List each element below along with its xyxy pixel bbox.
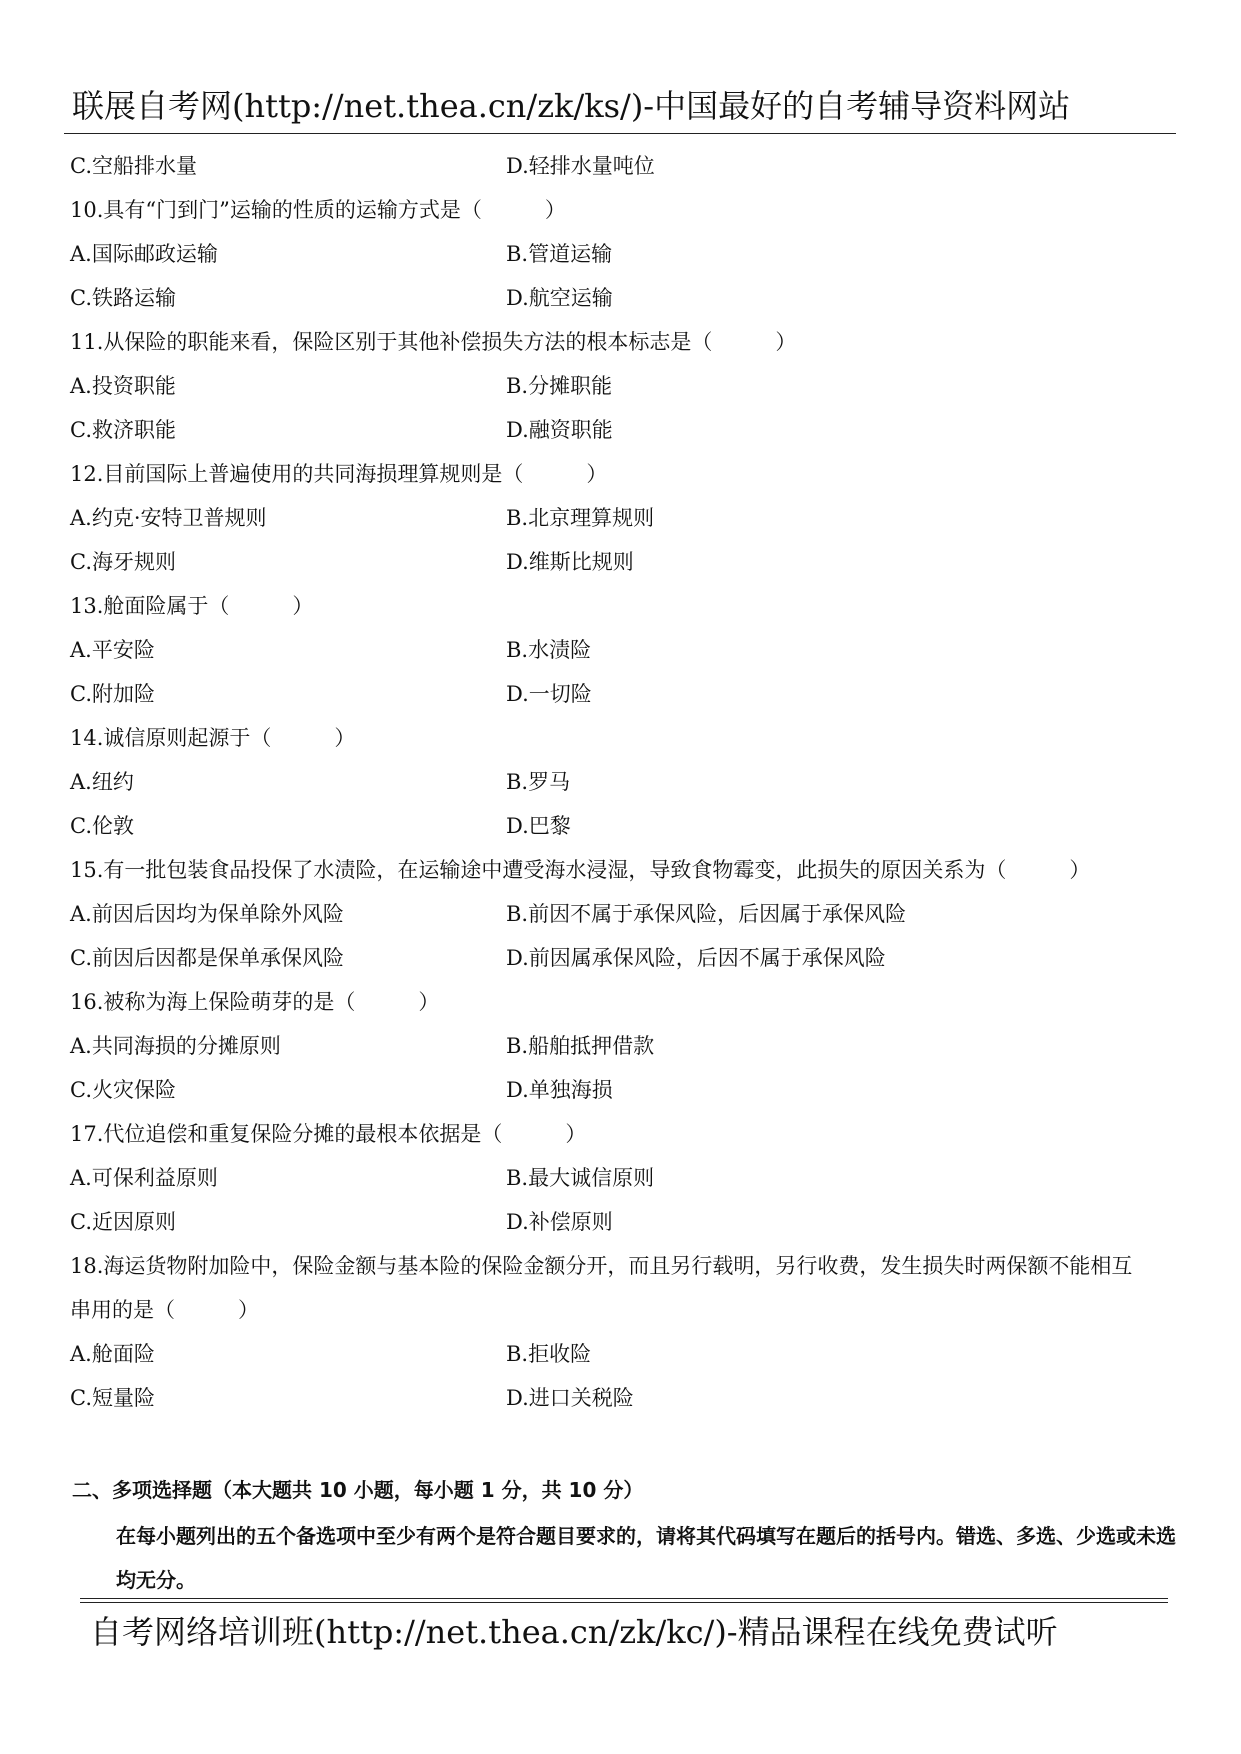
page-footer: 自考网络培训班(http://net.thea.cn/zk/kc/)-精品课程在线免费试听 [90, 1613, 1058, 1651]
option-right: D.进口关税险 [506, 1386, 634, 1410]
text-line [70, 498, 1180, 542]
option-right: B.管道运输 [506, 242, 613, 266]
option-left: A.前因后因均为保单除外风险 [70, 902, 344, 926]
option-right: B.水渍险 [506, 638, 592, 662]
text-line [70, 190, 1180, 234]
option-left: A.可保利益原则 [70, 1166, 218, 1190]
option-right: B.分摊职能 [506, 374, 613, 398]
text-line [70, 410, 1180, 454]
section-instruction: 在每小题列出的五个备选项中至少有两个是符合题目要求的，请将其代码填写在题后的括号内。错选、多选、少选或未选均无分。 [116, 1524, 1176, 1592]
text-line [70, 894, 1180, 938]
text-line [70, 1158, 1180, 1202]
section-title: 二、多项选择题（本大题共 10 小题，每小题 1 分，共 10 分） [72, 1478, 644, 1502]
option-right: D.一切险 [506, 682, 592, 706]
option-right: B.最大诚信原则 [506, 1166, 655, 1190]
question-text: 17.代位追偿和重复保险分摊的最根本依据是（ ） [70, 1122, 587, 1146]
text-line [70, 1246, 1180, 1290]
option-right: B.船舶抵押借款 [506, 1034, 655, 1058]
option-left: C.近因原则 [70, 1210, 176, 1234]
option-left: A.舱面险 [70, 1342, 155, 1366]
option-right: D.轻排水量吨位 [506, 154, 655, 178]
option-left: C.铁路运输 [70, 286, 176, 310]
question-text: 串用的是（ ） [70, 1298, 259, 1322]
text-line [70, 1334, 1180, 1378]
option-right: B.罗马 [506, 770, 571, 794]
text-line [70, 762, 1180, 806]
text-line [70, 234, 1180, 278]
option-left: A.国际邮政运输 [70, 242, 218, 266]
section-multiple-choice [72, 1470, 1182, 1602]
text-line [70, 322, 1180, 366]
option-right: D.融资职能 [506, 418, 613, 442]
question-text: 18.海运货物附加险中，保险金额与基本险的保险金额分开，而且另行载明，另行收费，发生损失时两保额不能相互 [70, 1254, 1133, 1278]
footer-divider [80, 1598, 1168, 1603]
option-left: C.海牙规则 [70, 550, 176, 574]
option-left: C.空船排水量 [70, 154, 197, 178]
question-text: 12.目前国际上普遍使用的共同海损理算规则是（ ） [70, 462, 608, 486]
text-line [70, 1378, 1180, 1422]
option-left: A.共同海损的分摊原则 [70, 1034, 281, 1058]
text-line [70, 454, 1180, 498]
option-left: C.伦敦 [70, 814, 134, 838]
option-left: A.纽约 [70, 770, 134, 794]
option-right: D.单独海损 [506, 1078, 613, 1102]
text-line [70, 630, 1180, 674]
option-left: C.救济职能 [70, 418, 176, 442]
text-line [70, 1202, 1180, 1246]
option-right: B.拒收险 [506, 1342, 592, 1366]
question-list [70, 146, 1180, 1422]
text-line [70, 982, 1180, 1026]
text-line [70, 366, 1180, 410]
option-left: C.火灾保险 [70, 1078, 176, 1102]
header-divider [64, 133, 1176, 134]
text-line [70, 1070, 1180, 1114]
text-line [70, 542, 1180, 586]
question-text: 13.舱面险属于（ ） [70, 594, 314, 618]
option-right: B.前因不属于承保风险，后因属于承保风险 [506, 902, 907, 926]
option-left: C.短量险 [70, 1386, 155, 1410]
text-line [70, 278, 1180, 322]
text-line [70, 1290, 1180, 1334]
option-left: C.前因后因都是保单承保风险 [70, 946, 344, 970]
page-header: 联展自考网(http://net.thea.cn/zk/ks/)-中国最好的自考辅导资料网站 [72, 87, 1071, 125]
option-right: D.航空运输 [506, 286, 613, 310]
option-right: D.前因属承保风险，后因不属于承保风险 [506, 946, 886, 970]
option-left: A.平安险 [70, 638, 155, 662]
question-text: 10.具有“门到门”运输的性质的运输方式是（ ） [70, 198, 566, 222]
text-line [70, 718, 1180, 762]
option-right: D.巴黎 [506, 814, 571, 838]
text-line [70, 586, 1180, 630]
text-line [70, 674, 1180, 718]
text-line [70, 850, 1180, 894]
text-line [70, 1114, 1180, 1158]
option-right: B.北京理算规则 [506, 506, 655, 530]
question-text: 11.从保险的职能来看，保险区别于其他补偿损失方法的根本标志是（ ） [70, 330, 797, 354]
question-text: 15.有一批包装食品投保了水渍险，在运输途中遭受海水浸湿，导致食物霉变，此损失的原因关系为（ ） [70, 858, 1091, 882]
option-left: A.约克·安特卫普规则 [70, 506, 267, 530]
question-text: 16.被称为海上保险萌芽的是（ ） [70, 990, 440, 1014]
option-left: C.附加险 [70, 682, 155, 706]
question-text: 14.诚信原则起源于（ ） [70, 726, 356, 750]
text-line [70, 146, 1180, 190]
text-line [70, 806, 1180, 850]
text-line [70, 938, 1180, 982]
option-left: A.投资职能 [70, 374, 176, 398]
option-right: D.维斯比规则 [506, 550, 634, 574]
option-right: D.补偿原则 [506, 1210, 613, 1234]
text-line [70, 1026, 1180, 1070]
